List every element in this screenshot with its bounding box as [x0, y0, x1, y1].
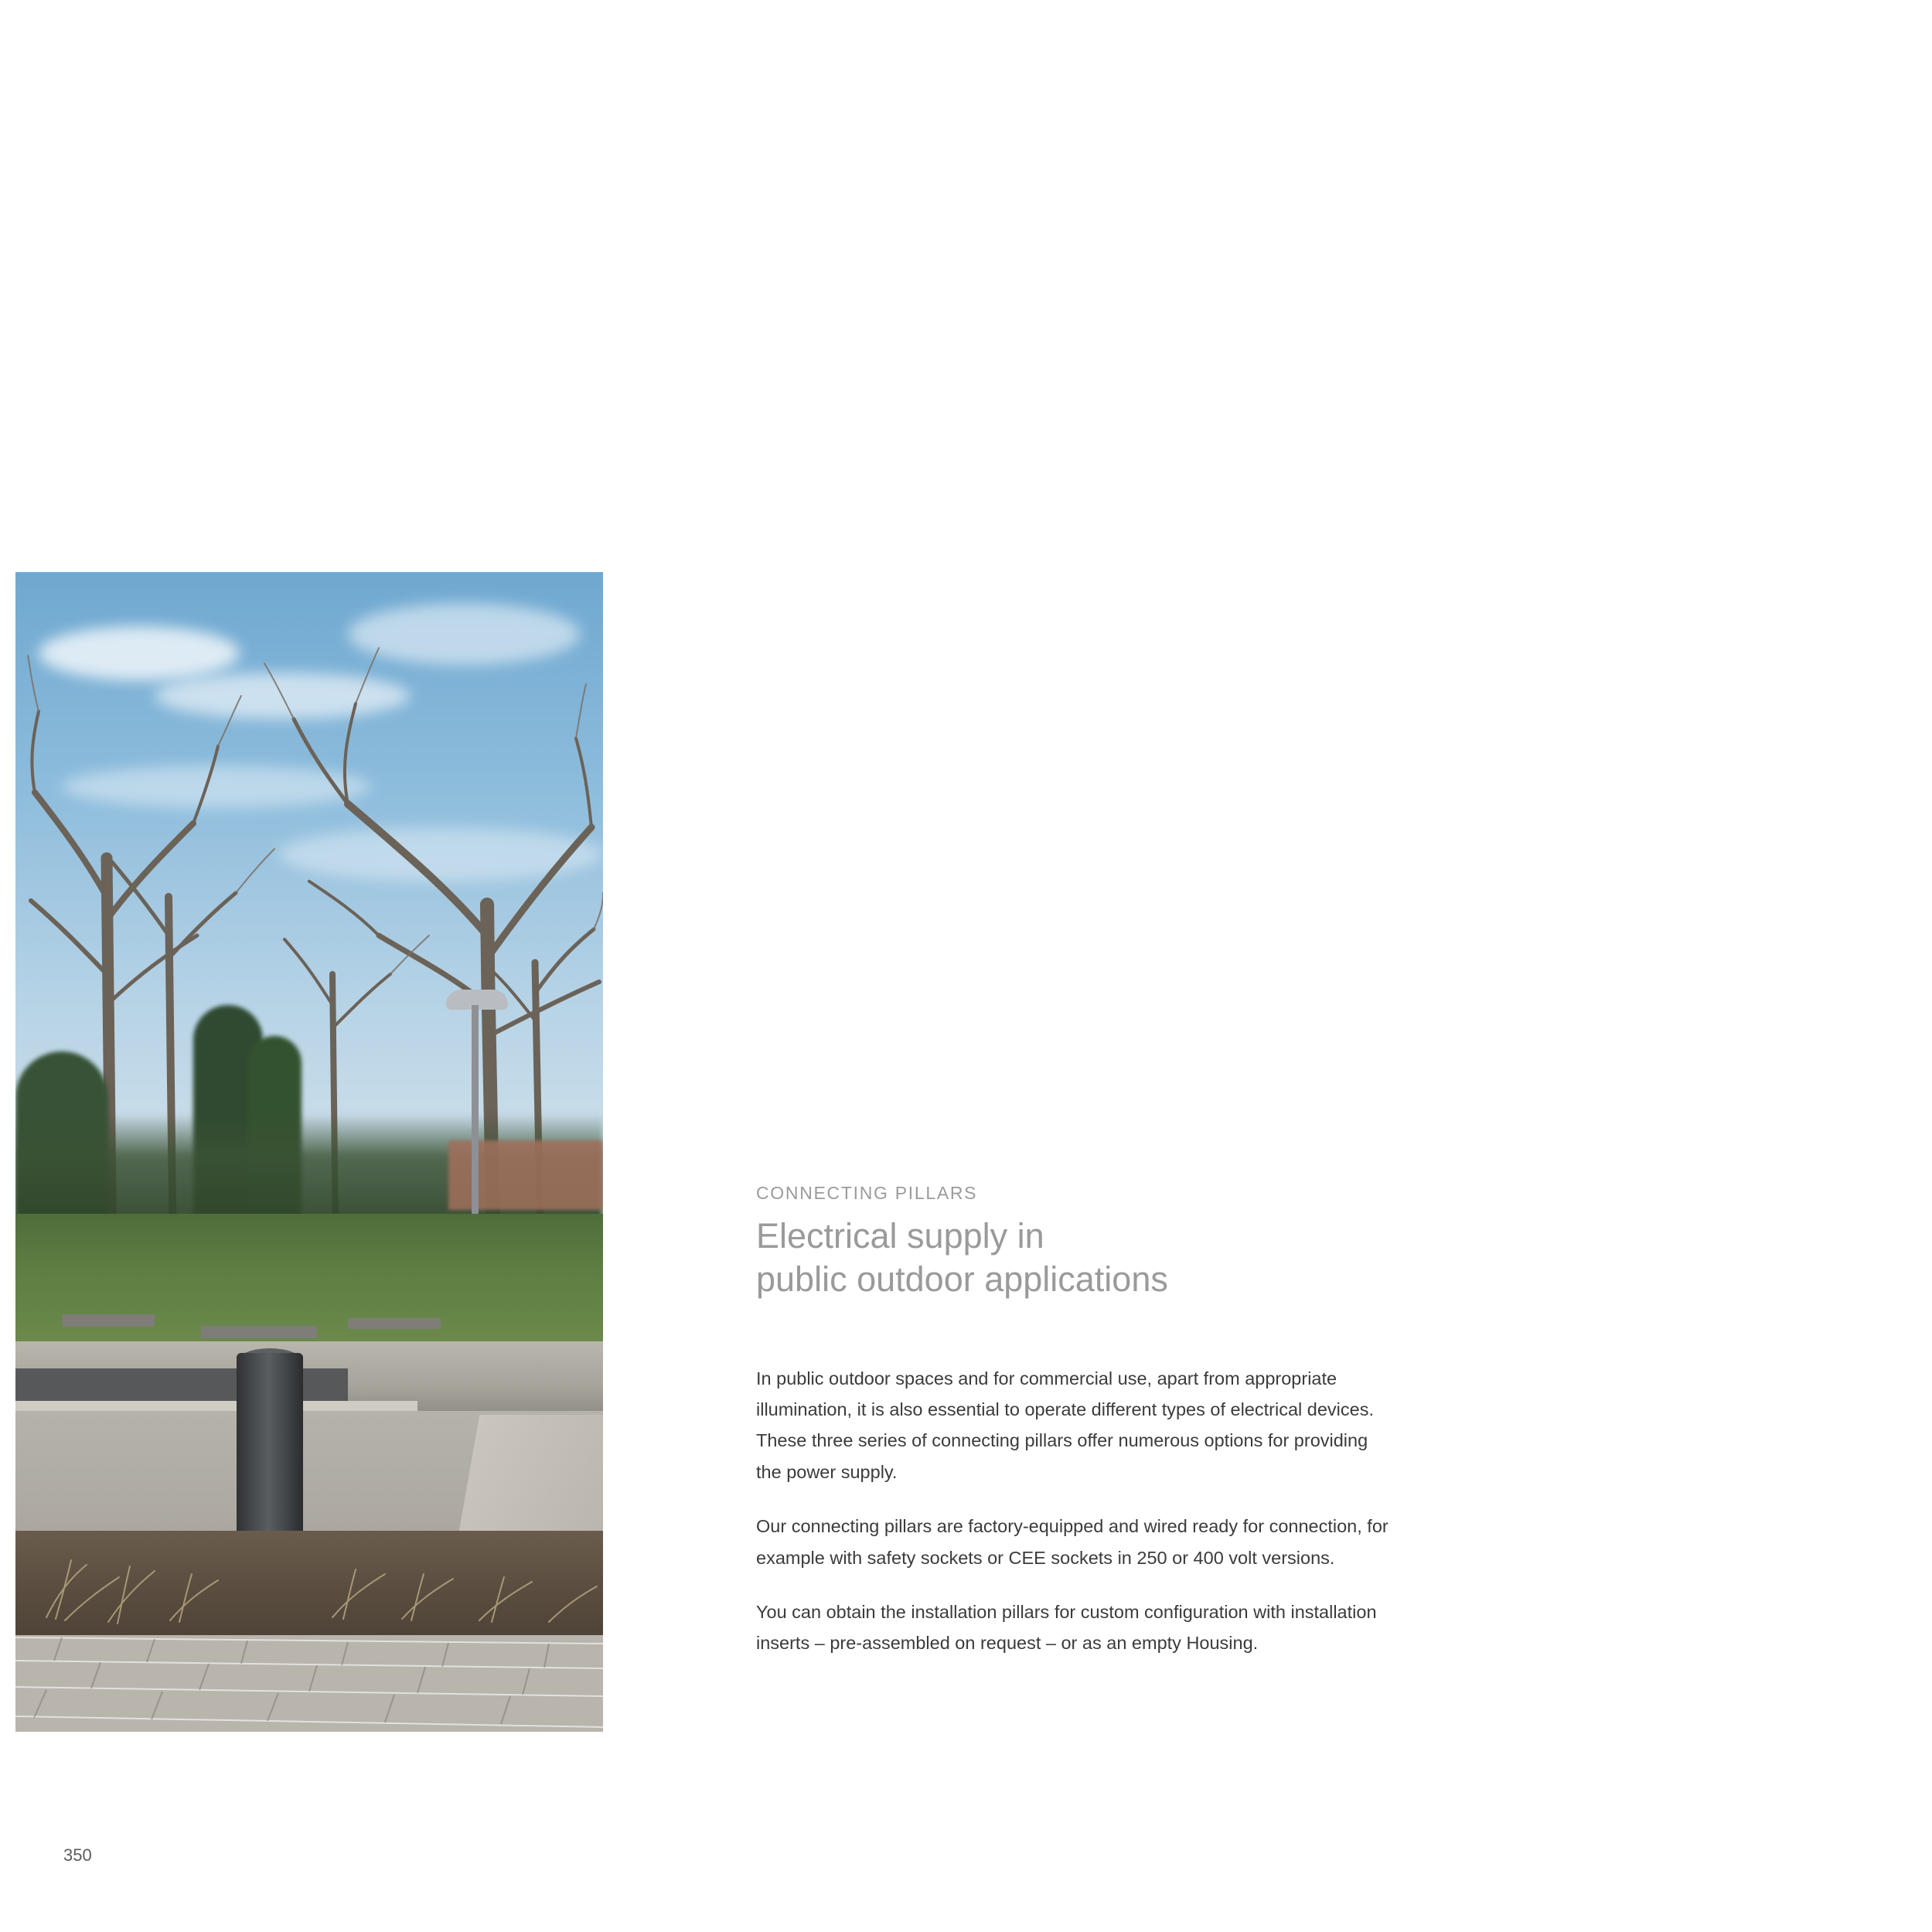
article-text-column	[756, 1183, 1406, 1659]
hero-photo	[15, 572, 603, 1732]
section-eyebrow: CONNECTING PILLARS	[756, 1183, 978, 1203]
page-title-line-1: Electrical supply in	[756, 1216, 1044, 1256]
page-title-line-2: public outdoor applications	[756, 1259, 1168, 1299]
body-paragraph: You can obtain the installation pillars for custom configuration with installation inserts – pre-assembled on request – or as an empty Housing.	[756, 1602, 1377, 1654]
paving-joints-icon	[15, 1633, 603, 1732]
park-bench	[201, 1326, 317, 1338]
body-paragraph: Our connecting pillars are factory-equipped and wired ready for connection, for example with safety sockets or CEE sockets in 250 or 400 volt versions.	[756, 1516, 1389, 1568]
body-copy	[756, 1363, 1406, 1659]
page-number: 350	[63, 1845, 92, 1865]
park-bench	[62, 1314, 155, 1327]
page-title	[756, 1215, 1406, 1301]
dry-grass-tufts-icon	[15, 1525, 603, 1648]
park-bench	[348, 1318, 441, 1329]
body-paragraph: In public outdoor spaces and for commercial use, apart from appropriate illumination, it is also essential to operate different types of electrical devices. These three series of connecting pillars offer numerous options for providing the power supply.	[756, 1368, 1374, 1482]
